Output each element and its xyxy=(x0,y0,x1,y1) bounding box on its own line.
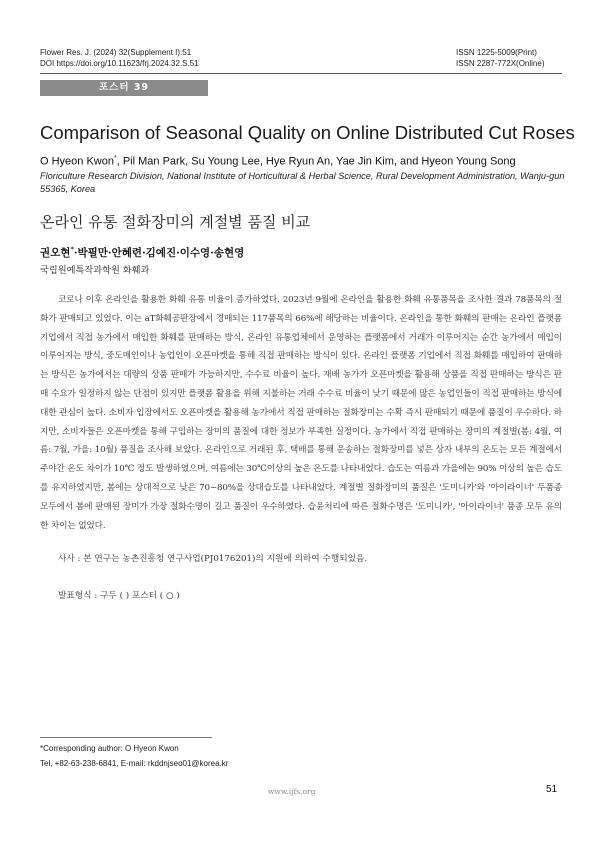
acknowledgement: 사사 : 본 연구는 농촌진흥청 연구사업(PJ0176201)의 지원에 의하여 수행되었음. xyxy=(58,554,368,564)
authors-en xyxy=(40,155,516,168)
other-authors-kr: ·박필만·안혜련·김예진·이수영·송현영 xyxy=(73,247,245,259)
paper-title-en: Comparison of Seasonal Quality on Online Distributed Cut Roses xyxy=(40,122,575,143)
other-authors-en: , Pil Man Park, Su Young Lee, Hye Ryun An, Yae Jin Kim, and Hyeon Young Song xyxy=(116,155,516,168)
corresponding-mark: * xyxy=(113,155,117,162)
contact-info: Tel, +82-63-238-6841, E-mail: rkddnjseo01@korea.kr xyxy=(40,759,229,768)
authors-kr xyxy=(40,245,244,260)
presentation-format: 발표형식 : 구두 ( ) 포스터 ( ○ ) xyxy=(58,591,180,601)
page-number: 51 xyxy=(546,784,558,795)
header-divider xyxy=(40,73,562,74)
journal-line: Flower Res. J. (2024) 32(Supplement I):51 xyxy=(40,48,192,57)
abstract: 코로나 이후 온라인을 활용한 화훼 유통 비율이 증가하였다. 2023년 9월에 온라인을 활용한 화훼 유통품목을 조사한 결과 78품목의 절화가 판매되고 있었다. 이는 aT화훼공판장에서 경매되는 117품목의 66%에 해당하는 비율이다. 온라인을 통한 화훼의 판매는 온라인 플랫폼 기업에서 직접 농가에서 매입한 화훼를 판매하는 방식, 온라인 유통업체에서 운영하는 플랫폼에서 거래가 이루어지는 순간 농가에서 매입이 이루어지는 방식, 중도매인이나 농업인이 오픈마켓을 통해 직접 판매하는 방식이 있다. 온라인 플랫폼 기업에서 직접 화훼를 매입하여 판매하는 방식은 농가에서는 대량의 상품 판매가 가능하지만, 수수료 비율이 높다. 재배 농가가 오픈마켓을 활용해 상품을 직접 판매하는 방식은 판매 수요가 일정하지 않는 단점이 있지만 플랫폼 활용을 위해 지불하는 거래 수수료 비율이 낮기 때문에 많은 농업인들이 직접 판매하는 방식에 대한 관심이 높다. 소비자 입장에서도 오픈마켓을 활용해 농가에서 직접 판매하는 절화장미는 수확 즉시 판매되기 때문에 품질이 우수하다. 하지만, 소비자들은 오픈마켓을 통해 구입하는 장미의 품질에 대한 정보가 부족한 실정이다. 농가에서 직접 판매하는 장미의 계절별(봄: 4월, 여름: 7월, 가을: 10월) 품질을 조사해 보았다. 온라인으로 거래된 후, 택배를 통해 운송하는 절화장미를 넣은 상자 내부의 온도는 모든 계절에서 주야간 온도 차이가 10℃ 정도 발생하였으며, 여름에는 30℃이상의 높은 온도를 나타내었다. 습도는 여름과 가을에는 90% 이상의 높은 습도를 유지하였지만, 봄에는 상대적으로 낮은 70~80%을 상대습도를 나타내었다. 계절별 절화장미의 품질은 '도미니카'와 '아이라이너' 두품종 모두에서 봄에 판매된 장미가 가장 절화수명이 길고 품질이 우수하였다. 습윤처리에 따른 절화수명은 '도미니카', '아이라이너' 품종 모두 유의한 차이는 없었다. xyxy=(40,295,562,531)
journal-citation xyxy=(40,47,199,69)
corresponding-mark-kr: * xyxy=(70,245,74,254)
doi-line: DOI https://doi.org/10.11623/frj.2024.32.S.51 xyxy=(40,59,199,68)
corresponding-author-note: *Corresponding author: O Hyeon Kwon xyxy=(40,744,179,753)
paper-title-kr: 온라인 유통 절화장미의 계절별 품질 비교 xyxy=(40,213,311,231)
poster-label: 포스터 39 xyxy=(40,80,208,96)
journal-url: www.ijfs.org xyxy=(268,787,316,796)
first-author-kr: 권오현 xyxy=(40,247,71,259)
issn-block xyxy=(456,47,545,69)
affiliation-en: Floriculture Research Division, National Institute of Horticultural & Herbal Science, Rural Development Administration, Wanju-gun 55365, Korea xyxy=(40,171,565,194)
affiliation-kr: 국립원예특작과학원 화훼과 xyxy=(40,265,150,276)
issn-print: ISSN 1225-5009(Print) xyxy=(456,48,537,57)
footnote-divider xyxy=(40,737,212,738)
first-author-en: O Hyeon Kwon xyxy=(40,155,114,168)
issn-online: ISSN 2287-772X(Online) xyxy=(456,59,545,68)
